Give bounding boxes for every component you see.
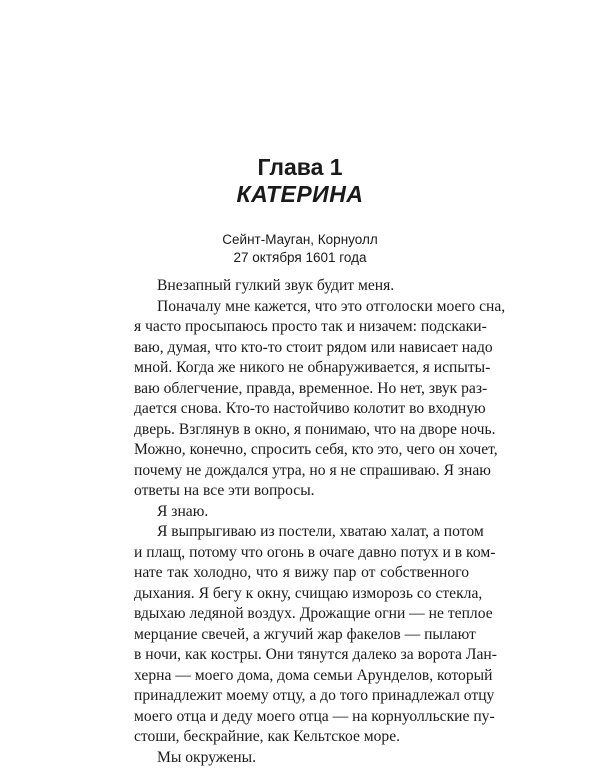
text-line: Внезапный гулкий звук будит меня.	[134, 276, 469, 297]
paragraph	[134, 276, 469, 297]
text-line: дается снова. Кто-то настойчиво колотит во входную	[134, 399, 469, 420]
paragraph	[134, 522, 469, 748]
text-line: почему не дождался утра, но я не спрашиваю. Я знаю	[134, 461, 469, 482]
text-line: дверь. Взглянув в окно, я понимаю, что на дворе ночь.	[134, 420, 469, 441]
text-line: херна — моего дома, дома семьи Арунделов, который	[134, 666, 469, 687]
text-line: дыхания. Я бегу к окну, счищаю изморозь со стекла,	[134, 584, 469, 605]
text-line: я часто просыпаюсь просто так и низачем: подскаки-	[134, 317, 469, 338]
chapter-title: КАТЕРИНА	[0, 180, 600, 208]
text-line: нате так холодно, что я вижу пар от собственного	[134, 563, 469, 584]
text-line: Мы окружены.	[134, 748, 469, 768]
chapter-body	[134, 276, 469, 768]
paragraph	[134, 748, 469, 768]
text-line: принадлежит моему отцу, а до того принадлежал отцу	[134, 686, 469, 707]
text-line: и плащ, потому что огонь в очаге давно потух и в ком-	[134, 543, 469, 564]
text-line: ответы на все эти вопросы.	[134, 481, 469, 502]
chapter-number: Глава 1	[0, 153, 600, 181]
text-line: в ночи, как костры. Они тянутся далеко за ворота Лан-	[134, 645, 469, 666]
text-line: Я знаю.	[134, 502, 469, 523]
paragraph	[134, 297, 469, 502]
text-line: моего отца и деду моего отца — на корнуолльские пу-	[134, 707, 469, 728]
text-line: мной. Когда же никого не обнаруживается, я испыты-	[134, 358, 469, 379]
dateline-date: 27 октября 1601 года	[0, 249, 600, 267]
text-line: ваю, думая, что кто-то стоит рядом или нависает надо	[134, 338, 469, 359]
paragraph	[134, 502, 469, 523]
text-line: Поначалу мне кажется, что это отголоски моего сна,	[134, 297, 469, 318]
text-line: Я выпрыгиваю из постели, хватаю халат, а потом	[134, 522, 469, 543]
text-line: Можно, конечно, спросить себя, кто это, чего он хочет,	[134, 440, 469, 461]
text-line: мерцание свечей, а жгучий жар факелов — пылают	[134, 625, 469, 646]
text-line: вдыхаю ледяной воздух. Дрожащие огни — не теплое	[134, 604, 469, 625]
text-line: ваю облегчение, правда, временное. Но нет, звук раз-	[134, 379, 469, 400]
dateline	[0, 231, 600, 267]
dateline-place: Сейнт-Мауган, Корнуолл	[0, 231, 600, 249]
text-line: стоши, бескрайние, как Кельтское море.	[134, 727, 469, 748]
